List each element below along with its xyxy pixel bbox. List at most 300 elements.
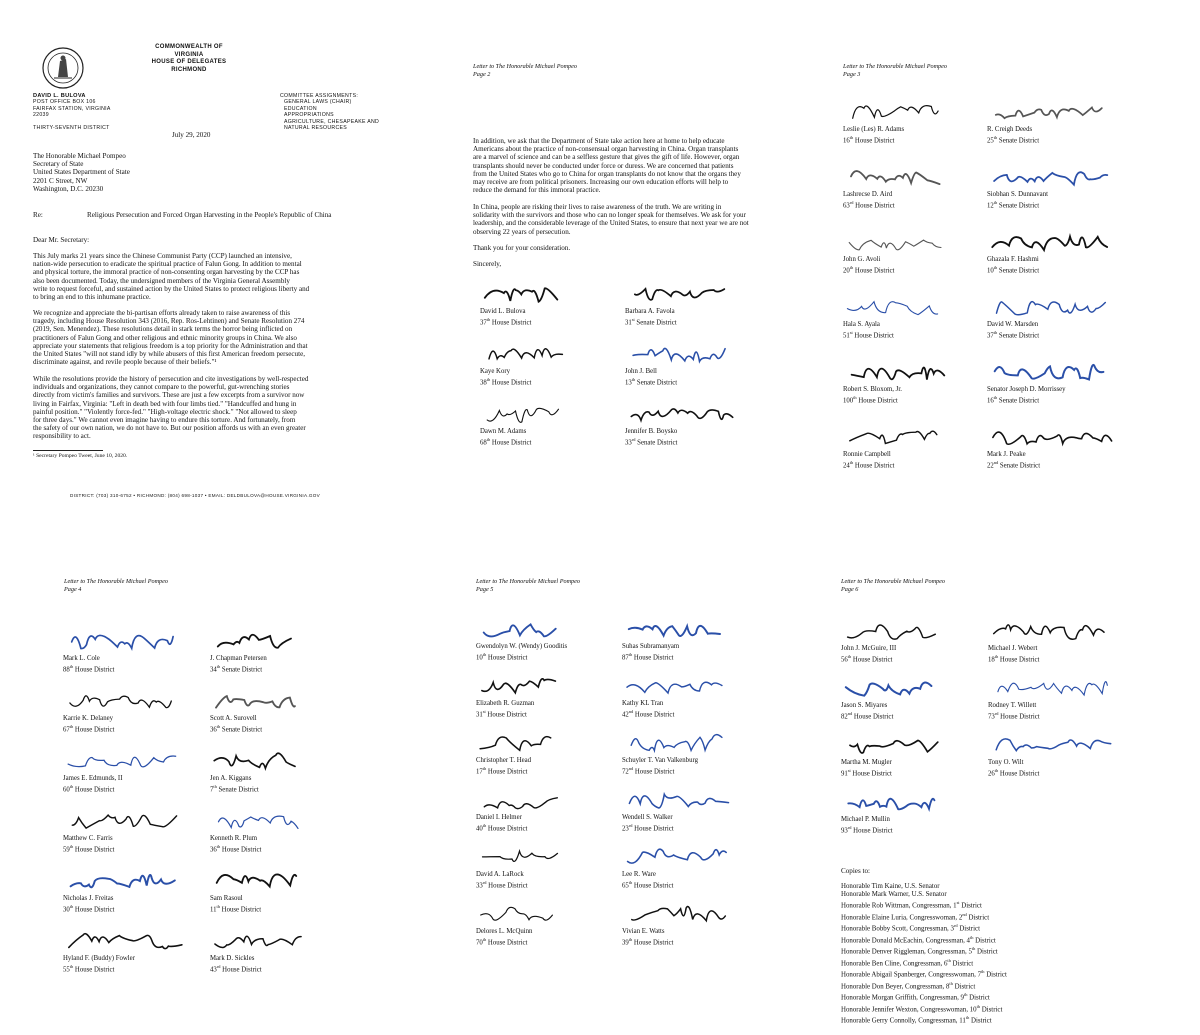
ordinal-suffix: th <box>947 957 951 963</box>
signature-icon <box>63 745 193 775</box>
district-type: House District <box>73 905 115 913</box>
ordinal-suffix: th <box>853 394 857 400</box>
ordinal-suffix: th <box>216 663 221 669</box>
district-type: House District <box>490 438 532 446</box>
signer-district <box>841 653 991 664</box>
signature-icon <box>841 672 971 702</box>
signature-block <box>480 278 630 326</box>
ordinal-suffix: th <box>849 264 854 270</box>
signer-name: Jason S. Miyares <box>841 702 888 709</box>
salutation: Dear Mr. Secretary: <box>33 236 90 244</box>
signer-name: Lee R. Ware <box>622 871 656 878</box>
copy-recipient-tail: District <box>975 948 998 956</box>
signature-icon <box>843 356 973 386</box>
copy-recipient <box>841 980 1007 992</box>
district-number: 70 <box>476 938 483 946</box>
sender-address: POST OFFICE BOX 106 FAIRFAX STATION, VIRGINIA 22039 <box>33 99 111 119</box>
signer-name: Wendell S. Walker <box>622 814 673 821</box>
signer-name: J. Chapman Petersen <box>210 655 267 662</box>
ordinal-suffix: th <box>69 663 74 669</box>
district-number: 63 <box>843 201 850 209</box>
signer-district <box>988 653 1138 664</box>
copy-recipient <box>841 945 1007 957</box>
copy-recipient-tail: District <box>969 1017 992 1025</box>
ordinal-suffix: th <box>486 316 491 322</box>
copy-recipient-text: Honorable Tim Kaine, U.S. Senator <box>841 883 940 890</box>
signature-block <box>843 226 993 274</box>
signer-name: Dawn M. Adams <box>480 428 527 435</box>
signature-icon <box>625 338 755 368</box>
ordinal-suffix: nd <box>962 911 967 917</box>
district-number: 43 <box>210 965 217 973</box>
district-number: 37 <box>480 318 487 326</box>
ordinal-suffix: th <box>213 783 217 789</box>
district-number: 16 <box>987 396 994 404</box>
ordinal-suffix: th <box>628 879 633 885</box>
signer-district <box>625 436 775 447</box>
signer-district <box>843 264 993 275</box>
district-type: House District <box>851 826 893 834</box>
signer-district <box>843 134 993 145</box>
district-number: 56 <box>841 655 848 663</box>
signature-block <box>622 727 772 775</box>
district-number: 72 <box>622 767 629 775</box>
copy-recipient <box>841 899 1007 911</box>
signature-block <box>987 161 1137 209</box>
signature-icon <box>622 613 752 643</box>
thanks-line: Thank you for your consideration. <box>473 244 571 252</box>
ordinal-suffix: th <box>216 843 221 849</box>
signer-name: Lashrecse D. Aird <box>843 191 893 198</box>
district-type: Senate District <box>220 665 263 673</box>
signature-icon <box>210 625 340 655</box>
ordinal-suffix: th <box>993 264 998 270</box>
signer-name: Barbara A. Favola <box>625 308 675 315</box>
copy-recipient-text: Honorable Rob Wittman, Congressman, 1 <box>841 902 957 910</box>
paragraph-2: In China, people are risking their lives to raise awareness of the truth. We are writing in solidarity with the survivors and those who can no longer speak for themselves. We ask for your leadership, and the considerable leverage of the United States, to ensure that next year we are not observing 22 years of persecution. <box>473 203 749 236</box>
copy-recipient-text: Honorable Elaine Luria, Congresswoman, 2 <box>841 914 963 922</box>
signature-block <box>480 338 630 386</box>
signature-icon <box>480 398 610 428</box>
signer-district <box>622 651 772 662</box>
copy-recipient <box>841 891 1007 899</box>
signer-name: Mark L. Cole <box>63 655 100 662</box>
district-type: House District <box>486 881 528 889</box>
ordinal-suffix: th <box>69 723 74 729</box>
ordinal-suffix: rd <box>216 963 221 969</box>
signature-block <box>63 925 213 973</box>
ordinal-suffix: nd <box>628 708 634 714</box>
district-number: 23 <box>622 824 629 832</box>
district-number: 87 <box>622 653 629 661</box>
letter-page-1 <box>0 0 400 518</box>
district-type: House District <box>486 938 528 946</box>
district-number: 12 <box>987 201 994 209</box>
ordinal-suffix: st <box>631 316 635 322</box>
ordinal-suffix: th <box>69 903 74 909</box>
district-type: House District <box>220 965 262 973</box>
signer-name: David L. Bulova <box>480 308 526 315</box>
signer-name: Jen A. Kiggans <box>210 775 252 782</box>
signature-icon <box>843 291 973 321</box>
signer-name: Gwendolyn W. (Wendy) Gooditis <box>476 643 568 650</box>
copies-heading: Copies to: <box>841 867 870 875</box>
signature-icon <box>476 727 606 757</box>
signer-name: Scott A. Surovell <box>210 715 257 722</box>
signer-name: Hyland F. (Buddy) Fowler <box>63 955 135 962</box>
signature-icon <box>987 291 1117 321</box>
ordinal-suffix: th <box>993 394 998 400</box>
district-type: Senate District <box>634 318 677 326</box>
district-type: House District <box>632 653 674 661</box>
copy-recipient <box>841 991 1007 1003</box>
signer-name: Christopher T. Head <box>476 757 532 764</box>
signer-district <box>476 765 626 776</box>
district-type: House District <box>486 824 528 832</box>
signer-district <box>63 663 213 674</box>
ordinal-suffix: th <box>849 134 854 140</box>
district-type: House District <box>998 655 1040 663</box>
signer-district <box>841 710 991 721</box>
signer-name: Ghazala F. Hashmi <box>987 256 1039 263</box>
copy-recipient <box>841 1014 1007 1026</box>
sender-block <box>33 93 123 131</box>
signature-block <box>622 898 772 946</box>
signer-district <box>63 723 213 734</box>
signature-block <box>210 625 360 673</box>
signature-block <box>210 925 360 973</box>
ordinal-suffix: th <box>482 936 487 942</box>
signature-icon <box>987 161 1117 191</box>
district-number: 37 <box>987 331 994 339</box>
district-number: 31 <box>625 318 632 326</box>
district-number: 36 <box>210 725 217 733</box>
district-number: 51 <box>843 331 850 339</box>
copy-recipient-text: Honorable Bobby Scott, Congressman, 3 <box>841 925 954 933</box>
letterhead <box>148 44 230 74</box>
signature-icon <box>210 685 340 715</box>
signer-district <box>480 316 630 327</box>
copy-recipient-text: Honorable Morgan Griffith, Congressman, 9 <box>841 994 964 1002</box>
district-number: 34 <box>210 665 217 673</box>
signature-block <box>843 421 993 469</box>
district-number: 93 <box>841 826 848 834</box>
district-type: Senate District <box>216 785 259 793</box>
signer-name: David W. Marsden <box>987 321 1039 328</box>
signer-name: Jennifer B. Boysko <box>625 428 678 435</box>
signature-block <box>210 805 360 853</box>
signature-icon <box>210 925 340 955</box>
signature-icon <box>210 745 340 775</box>
ordinal-suffix: th <box>969 934 974 940</box>
ordinal-suffix: th <box>628 936 633 942</box>
district-number: 22 <box>987 461 994 469</box>
district-type: Senate District <box>220 725 263 733</box>
paragraph-3: While the resolutions provide the history of persecution and cite investigations by well-respected individuals and organizations, they cannot compare to the powerful, gut-wrenching stories directly from victim's families and survivors. These are just a few excerpts from a survivor now living in Fairfax, Virginia: "Left in death bed with four limbs tied." "Handcuffed and hung in painful position." "Violently force-fed." "High-voltage electric shock." "Not allowed to sleep for three days." We cannot even imagine having to endure this torture. And fortunately, from the safety of our own nation, we do not have to. But our position affords us with an even greater responsibility to act. <box>33 375 309 441</box>
signer-district <box>476 651 626 662</box>
signer-name: Daniel I. Helmer <box>476 814 522 821</box>
signer-name: Siobhan S. Dunnavant <box>987 191 1048 198</box>
signature-block <box>476 613 626 661</box>
signature-block <box>988 729 1138 777</box>
committee-heading: COMMITTEE ASSIGNMENTS: <box>280 93 359 99</box>
ordinal-suffix: th <box>69 783 74 789</box>
ordinal-suffix: th <box>628 651 633 657</box>
district-type: House District <box>490 378 532 386</box>
copy-recipient-text: Honorable Jennifer Wexton, Congresswoman, 10 <box>841 1006 977 1014</box>
ordinal-suffix: rd <box>631 436 636 442</box>
district-type: House District <box>853 201 895 209</box>
district-number: 88 <box>63 665 70 673</box>
signature-icon <box>622 727 752 757</box>
signature-block <box>622 670 772 718</box>
district-number: 33 <box>476 881 483 889</box>
signature-block <box>841 729 991 777</box>
page-header: Letter to The Honorable Michael Pompeo Page 4 <box>64 578 168 593</box>
signer-name: Robert S. Bloxom, Jr. <box>843 386 902 393</box>
district-number: 67 <box>63 725 70 733</box>
signature-icon <box>622 841 752 871</box>
signer-district <box>987 134 1137 145</box>
copy-recipient-text: Honorable Ben Cline, Congressman, 6 <box>841 960 948 968</box>
district-type: Senate District <box>635 378 678 386</box>
signer-district <box>988 767 1138 778</box>
district-type: House District <box>853 136 895 144</box>
signature-block <box>841 615 991 663</box>
district-number: 68 <box>480 438 487 446</box>
signer-name: Matthew C. Farris <box>63 835 113 842</box>
ordinal-suffix: th <box>482 822 487 828</box>
signer-district <box>843 199 993 210</box>
signature-icon <box>987 356 1117 386</box>
committee-block <box>280 93 390 131</box>
signature-block <box>622 841 772 889</box>
ordinal-suffix: rd <box>994 710 999 716</box>
ordinal-suffix: th <box>69 843 74 849</box>
district-number: 38 <box>480 378 487 386</box>
signature-icon <box>843 226 973 256</box>
district-type: House District <box>73 965 115 973</box>
ordinal-suffix: th <box>631 376 636 382</box>
signature-block <box>843 96 993 144</box>
district-number: 13 <box>625 378 632 386</box>
signer-name: John G. Avoli <box>843 256 881 263</box>
signature-block <box>625 278 775 326</box>
signer-district <box>63 903 213 914</box>
signature-icon <box>210 805 340 835</box>
district-type: House District <box>73 725 115 733</box>
letterhead-line-3: RICHMOND <box>171 66 207 73</box>
ordinal-suffix: th <box>981 969 985 975</box>
signer-district <box>625 376 775 387</box>
ordinal-suffix: th <box>965 1015 970 1021</box>
signature-icon <box>843 96 973 126</box>
copy-recipient-tail: District <box>957 925 980 933</box>
signature-icon <box>63 925 193 955</box>
signer-district <box>988 710 1138 721</box>
letter-page-5 <box>400 518 800 1035</box>
page-header: Letter to The Honorable Michael Pompeo Page 3 <box>843 63 947 78</box>
signer-name: Kenneth R. Plum <box>210 835 258 842</box>
signature-block <box>987 226 1137 274</box>
district-type: House District <box>852 331 894 339</box>
copy-recipient <box>841 957 1007 969</box>
signer-district <box>63 783 213 794</box>
district-number: 91 <box>841 769 848 777</box>
signer-district <box>987 199 1137 210</box>
district-number: 59 <box>63 845 70 853</box>
ordinal-suffix: th <box>964 992 968 998</box>
copy-recipient <box>841 883 1007 891</box>
district-number: 33 <box>625 438 632 446</box>
district-type: House District <box>73 665 115 673</box>
signer-district <box>987 329 1137 340</box>
signer-district <box>843 459 993 470</box>
signer-name: Schuyler T. Van Valkenburg <box>622 757 699 764</box>
signature-block <box>210 685 360 733</box>
signer-name: James E. Edmunds, II <box>63 775 123 782</box>
district-type: House District <box>850 769 892 777</box>
ordinal-suffix: th <box>994 653 999 659</box>
letterhead-line-2: HOUSE OF DELEGATES <box>151 59 227 66</box>
signer-district <box>622 822 772 833</box>
district-number: 100 <box>843 396 854 404</box>
district-type: House District <box>220 845 262 853</box>
ordinal-suffix: th <box>993 134 998 140</box>
ordinal-suffix: th <box>994 767 999 773</box>
signature-block <box>987 356 1137 404</box>
signer-name: John J. Bell <box>625 368 657 375</box>
district-number: 7 <box>210 785 214 793</box>
ordinal-suffix: rd <box>953 923 958 929</box>
signature-block <box>63 805 213 853</box>
district-type: Senate District <box>997 266 1040 274</box>
signer-district <box>622 765 772 776</box>
district-type: House District <box>633 710 675 718</box>
signature-block <box>988 615 1138 663</box>
signature-block <box>841 786 991 834</box>
ordinal-suffix: st <box>849 329 853 335</box>
signature-icon <box>625 398 755 428</box>
paragraph-1: In addition, we ask that the Department of State take action here at home to help educate Americans about the practice of non-consensual organ harvesting in China. Organ transplants are a marvel of science and can be a selfless gesture that gives the gift of life. However, organ transplants should never be conducted under force or duress. We are concerned that patients from the United States who go to China for organ transplants do not know that the organs they may receive are from political prisoners. Increasing our own education efforts will help to reduce the demand for this immoral practice. <box>473 137 741 195</box>
ordinal-suffix: th <box>993 199 998 205</box>
signer-name: Karrie K. Delaney <box>63 715 114 722</box>
ordinal-suffix: th <box>847 653 852 659</box>
signature-block <box>63 745 213 793</box>
district-type: House District <box>632 938 674 946</box>
district-type: House District <box>485 710 527 718</box>
letter-date: July 29, 2020 <box>172 131 211 139</box>
copy-recipient-tail: District <box>950 960 974 968</box>
page-header: Letter to The Honorable Michael Pompeo Page 5 <box>476 578 580 593</box>
signer-district <box>625 316 775 327</box>
copy-recipient <box>841 911 1007 923</box>
committee-list: GENERAL LAWS (CHAIR) EDUCATION APPROPRIATIONS AGRICULTURE, CHESAPEAKE AND NATURAL RESOURCES <box>284 99 380 132</box>
ordinal-suffix: th <box>216 723 221 729</box>
signature-icon <box>988 672 1118 702</box>
ordinal-suffix: th <box>69 963 74 969</box>
signature-block <box>625 338 775 386</box>
signature-icon <box>622 670 752 700</box>
signature-block <box>476 898 626 946</box>
copy-recipient-text: Honorable Denver Riggleman, Congressman, 5 <box>841 948 972 956</box>
district-type: House District <box>486 653 528 661</box>
signature-block <box>476 670 626 718</box>
signature-icon <box>841 729 971 759</box>
signature-block <box>841 672 991 720</box>
signature-block <box>843 291 993 339</box>
ordinal-suffix: th <box>971 946 976 952</box>
signer-district <box>476 708 626 719</box>
signature-icon <box>987 421 1117 451</box>
signer-district <box>210 663 360 674</box>
copy-recipient-tail: District <box>952 983 976 991</box>
district-number: 40 <box>476 824 483 832</box>
footnote-rule <box>33 450 103 451</box>
signer-name: Tony O. Wilt <box>988 759 1024 766</box>
signature-block <box>622 613 772 661</box>
signer-name: Kaye Kory <box>480 368 511 375</box>
district-type: Senate District <box>635 438 678 446</box>
signature-block <box>476 727 626 775</box>
signature-block <box>480 398 630 446</box>
district-type: House District <box>219 905 262 913</box>
copy-recipient <box>841 1003 1007 1015</box>
sender-district: THIRTY-SEVENTH DISTRICT <box>33 124 110 131</box>
signer-name: Rodney T. Willett <box>988 702 1037 709</box>
signer-district <box>476 822 626 833</box>
signature-icon <box>63 805 193 835</box>
closing-line: Sincerely, <box>473 260 502 268</box>
district-number: 17 <box>476 767 483 775</box>
ordinal-suffix: th <box>482 765 487 771</box>
copies-list <box>841 883 1007 1026</box>
ordinal-suffix: th <box>216 903 220 909</box>
copy-recipient-tail: District <box>959 902 982 910</box>
ordinal-suffix: st <box>482 708 486 714</box>
signature-icon <box>841 786 971 816</box>
district-number: 25 <box>987 136 994 144</box>
district-type: House District <box>851 655 893 663</box>
district-number: 20 <box>843 266 850 274</box>
signature-icon <box>480 278 610 308</box>
copy-recipient-text: Honorable Abigail Spanberger, Congresswoman, 7 <box>841 971 982 979</box>
ordinal-suffix: th <box>849 459 854 465</box>
district-type: Senate District <box>997 396 1040 404</box>
district-type: Senate District <box>997 136 1040 144</box>
signer-name: Kathy KL Tran <box>622 700 664 707</box>
signer-district <box>476 936 626 947</box>
signature-block <box>63 685 213 733</box>
signature-icon <box>476 670 606 700</box>
signature-icon <box>988 615 1118 645</box>
ordinal-suffix: th <box>949 980 953 986</box>
signature-icon <box>625 278 755 308</box>
ordinal-suffix: st <box>956 900 960 906</box>
signer-district <box>987 394 1137 405</box>
district-type: House District <box>856 396 898 404</box>
signature-block <box>625 398 775 446</box>
signature-block <box>843 161 993 209</box>
signer-district <box>210 723 360 734</box>
signer-name: Senator Joseph D. Morrissey <box>987 386 1066 393</box>
ordinal-suffix: rd <box>628 822 633 828</box>
signature-icon <box>841 615 971 645</box>
signer-name: Nicholas J. Freitas <box>63 895 114 902</box>
ordinal-suffix: nd <box>993 459 999 465</box>
copy-recipient-tail: District <box>973 937 996 945</box>
signature-icon <box>622 898 752 928</box>
